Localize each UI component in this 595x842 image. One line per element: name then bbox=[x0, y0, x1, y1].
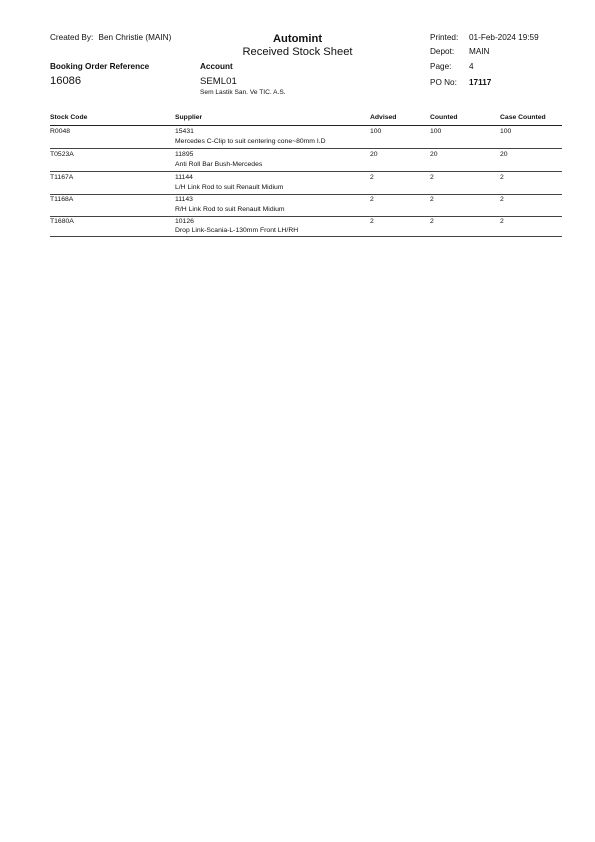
booking-ref-label: Booking Order Reference bbox=[50, 62, 150, 71]
supplier-code: 15431 bbox=[175, 128, 194, 135]
depot-label: Depot: bbox=[430, 47, 455, 56]
case-counted-qty: 2 bbox=[500, 196, 504, 203]
booking-ref-value: 16086 bbox=[50, 75, 82, 87]
page-number: 4 bbox=[469, 62, 474, 71]
case-counted-qty: 20 bbox=[500, 151, 508, 158]
table-row bbox=[50, 126, 562, 149]
created-by-value: Ben Christie (MAIN) bbox=[98, 33, 172, 42]
po-label: PO No: bbox=[430, 78, 457, 87]
supplier-code: 11144 bbox=[175, 174, 193, 181]
column-counted: Counted bbox=[430, 114, 458, 121]
item-description: Mercedes C-Clip to suit centering cone~80mm I.D bbox=[175, 138, 326, 145]
company-name: Automint bbox=[272, 33, 323, 45]
supplier-code: 11143 bbox=[175, 196, 193, 203]
table-row bbox=[50, 172, 562, 195]
stock-code: T1168A bbox=[50, 196, 74, 203]
created-by-label: Created By: bbox=[50, 33, 94, 42]
advised-qty: 2 bbox=[370, 174, 374, 181]
column-advised: Advised bbox=[370, 114, 397, 121]
column-supplier: Supplier bbox=[175, 114, 203, 121]
case-counted-qty: 2 bbox=[500, 218, 504, 225]
supplier-code: 11895 bbox=[175, 151, 194, 158]
table-row bbox=[50, 216, 562, 237]
table-row bbox=[50, 194, 562, 217]
depot-value: MAIN bbox=[469, 47, 490, 56]
column-stock-code: Stock Code bbox=[50, 114, 88, 121]
stock-code: T1167A bbox=[50, 174, 74, 181]
supplier-code: 10126 bbox=[175, 218, 194, 225]
page-label: Page: bbox=[430, 62, 452, 71]
item-description: R/H Link Rod to suit Renault Midium bbox=[175, 206, 285, 213]
account-label: Account bbox=[200, 62, 233, 71]
item-description: Anti Roll Bar Bush-Mercedes bbox=[175, 161, 263, 168]
account-code: SEML01 bbox=[200, 76, 237, 87]
page-title: Received Stock Sheet bbox=[242, 46, 353, 58]
advised-qty: 100 bbox=[370, 128, 382, 135]
account-name: Sem Lastik San. Ve TIC. A.S. bbox=[200, 89, 286, 96]
counted-qty: 2 bbox=[430, 218, 434, 225]
table-row bbox=[50, 149, 562, 172]
printed-value: 01-Feb-2024 19:59 bbox=[469, 33, 539, 42]
case-counted-qty: 2 bbox=[500, 174, 504, 181]
printed-label: Printed: bbox=[430, 33, 459, 42]
created-by bbox=[50, 33, 171, 42]
advised-qty: 2 bbox=[370, 218, 374, 225]
item-description: L/H Link Rod to suit Renault Midium bbox=[175, 184, 284, 191]
case-counted-qty: 100 bbox=[500, 128, 512, 135]
stock-code: R0048 bbox=[50, 128, 71, 135]
item-description: Drop Link-Scania-L-130mm Front LH/RH bbox=[175, 227, 299, 234]
stock-code: T0523A bbox=[50, 151, 74, 158]
column-case-counted: Case Counted bbox=[500, 114, 546, 121]
counted-qty: 20 bbox=[430, 151, 438, 158]
advised-qty: 20 bbox=[370, 151, 378, 158]
counted-qty: 100 bbox=[430, 128, 442, 135]
counted-qty: 2 bbox=[430, 174, 434, 181]
counted-qty: 2 bbox=[430, 196, 434, 203]
advised-qty: 2 bbox=[370, 196, 374, 203]
table-header bbox=[50, 114, 562, 126]
stock-code: T1680A bbox=[50, 218, 74, 225]
po-number: 17117 bbox=[469, 78, 492, 87]
